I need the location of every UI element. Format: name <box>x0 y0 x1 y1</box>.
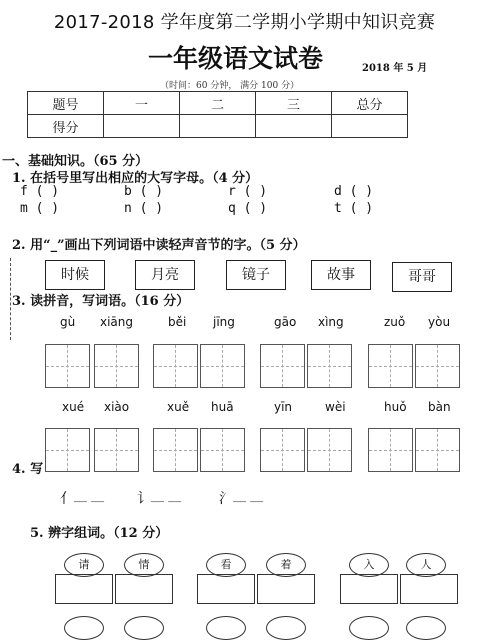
blank-line[interactable]: __ __ <box>74 488 105 503</box>
section-heading: 一、基础知识。（65 分） <box>2 154 149 169</box>
answer-box[interactable] <box>400 574 458 604</box>
table-row <box>28 115 408 138</box>
radical: 亻 <box>60 491 74 507</box>
table-cell[interactable] <box>104 115 180 138</box>
blank-line[interactable]: __ __ <box>151 488 182 503</box>
word-box[interactable]: 哥哥 <box>392 262 452 292</box>
exam-date: 2018 年 5 月 <box>362 63 428 74</box>
writing-grid[interactable] <box>260 428 305 472</box>
pinyin: xìng <box>318 315 344 329</box>
q5-prompt: 5. 辨字组词。（12 分） <box>30 526 169 541</box>
writing-grid[interactable] <box>368 428 413 472</box>
table-cell: 题号 <box>28 92 104 115</box>
q1-prompt: 1. 在括号里写出相应的大写字母。（4 分） <box>12 171 259 186</box>
writing-grid[interactable] <box>45 344 90 388</box>
char-bubble: 人 <box>406 553 446 577</box>
q1-item[interactable]: q ( ) <box>228 201 268 216</box>
answer-box[interactable] <box>257 574 315 604</box>
q4-prompt: 4. 写 <box>12 462 44 477</box>
pinyin: jīng <box>213 315 235 329</box>
table-cell: 三 <box>256 92 332 115</box>
answer-box[interactable] <box>340 574 398 604</box>
char-bubble-partial <box>206 616 246 640</box>
writing-grid[interactable] <box>94 428 139 472</box>
writing-grid[interactable] <box>153 344 198 388</box>
char-bubble: 着 <box>266 553 306 577</box>
table-cell[interactable] <box>256 115 332 138</box>
char-bubble-partial <box>124 616 164 640</box>
answer-box[interactable] <box>115 574 173 604</box>
radical: 讠 <box>137 491 151 507</box>
writing-grid[interactable] <box>153 428 198 472</box>
pinyin: xué <box>62 400 85 414</box>
table-cell: 二 <box>180 92 256 115</box>
blank-line[interactable]: __ __ <box>233 488 264 503</box>
time-info: （时间：60 分钟， 满分 100 分） <box>160 81 300 91</box>
table-row <box>28 92 408 115</box>
pinyin: zuǒ <box>384 315 406 329</box>
char-bubble-partial <box>64 616 104 640</box>
writing-grid[interactable] <box>307 428 352 472</box>
pinyin: xuě <box>167 400 190 414</box>
table-cell: 得分 <box>28 115 104 138</box>
table-cell[interactable] <box>332 115 408 138</box>
exam-subtitle: 一年级语文试卷 <box>148 44 324 73</box>
char-bubble: 入 <box>349 553 389 577</box>
pinyin: huā <box>211 400 234 414</box>
char-bubble: 看 <box>206 553 246 577</box>
writing-grid[interactable] <box>200 428 245 472</box>
word-box[interactable]: 时候 <box>45 260 105 290</box>
q1-item[interactable]: t ( ) <box>334 201 374 216</box>
writing-grid[interactable] <box>200 344 245 388</box>
word-box[interactable]: 镜子 <box>226 260 286 290</box>
radical: 氵 <box>219 491 233 507</box>
writing-grid[interactable] <box>307 344 352 388</box>
pinyin: bàn <box>428 400 451 414</box>
margin-line <box>10 258 11 340</box>
answer-box[interactable] <box>197 574 255 604</box>
pinyin: xiào <box>104 400 130 414</box>
word-box[interactable]: 月亮 <box>135 260 195 290</box>
answer-box[interactable] <box>55 574 113 604</box>
writing-grid[interactable] <box>260 344 305 388</box>
writing-grid[interactable] <box>415 428 460 472</box>
writing-grid[interactable] <box>415 344 460 388</box>
table-cell[interactable] <box>180 115 256 138</box>
exam-title: 2017-2018 学年度第二学期小学期中知识竞赛 <box>53 12 436 33</box>
writing-grid[interactable] <box>94 344 139 388</box>
char-bubble-partial <box>349 616 389 640</box>
q1-item[interactable]: b ( ) <box>124 184 164 199</box>
pinyin: huǒ <box>384 400 407 414</box>
pinyin: gāo <box>274 315 297 329</box>
q3-prompt: 3. 读拼音，写词语。（16 分） <box>12 294 190 309</box>
pinyin: yòu <box>428 315 451 329</box>
q1-item[interactable]: m ( ) <box>20 201 60 216</box>
char-bubble: 情 <box>124 553 164 577</box>
q2-prompt: 2. 用“_”画出下列词语中读轻声音节的字。（5 分） <box>12 238 306 253</box>
char-bubble-partial <box>406 616 446 640</box>
q1-item[interactable]: f ( ) <box>20 184 60 199</box>
writing-grid[interactable] <box>368 344 413 388</box>
pinyin: yīn <box>274 400 293 414</box>
q1-item[interactable]: r ( ) <box>228 184 268 199</box>
pinyin: gù <box>60 315 76 329</box>
word-box[interactable]: 故事 <box>311 260 371 290</box>
q1-item[interactable]: d ( ) <box>334 184 374 199</box>
q1-item[interactable]: n ( ) <box>124 201 164 216</box>
pinyin: běi <box>168 315 187 329</box>
char-bubble: 请 <box>64 553 104 577</box>
writing-grid[interactable] <box>45 428 90 472</box>
char-bubble-partial <box>266 616 306 640</box>
score-table <box>27 91 408 138</box>
table-cell: 一 <box>104 92 180 115</box>
pinyin: wèi <box>325 400 346 414</box>
pinyin: xiāng <box>100 315 134 329</box>
table-cell: 总分 <box>332 92 408 115</box>
